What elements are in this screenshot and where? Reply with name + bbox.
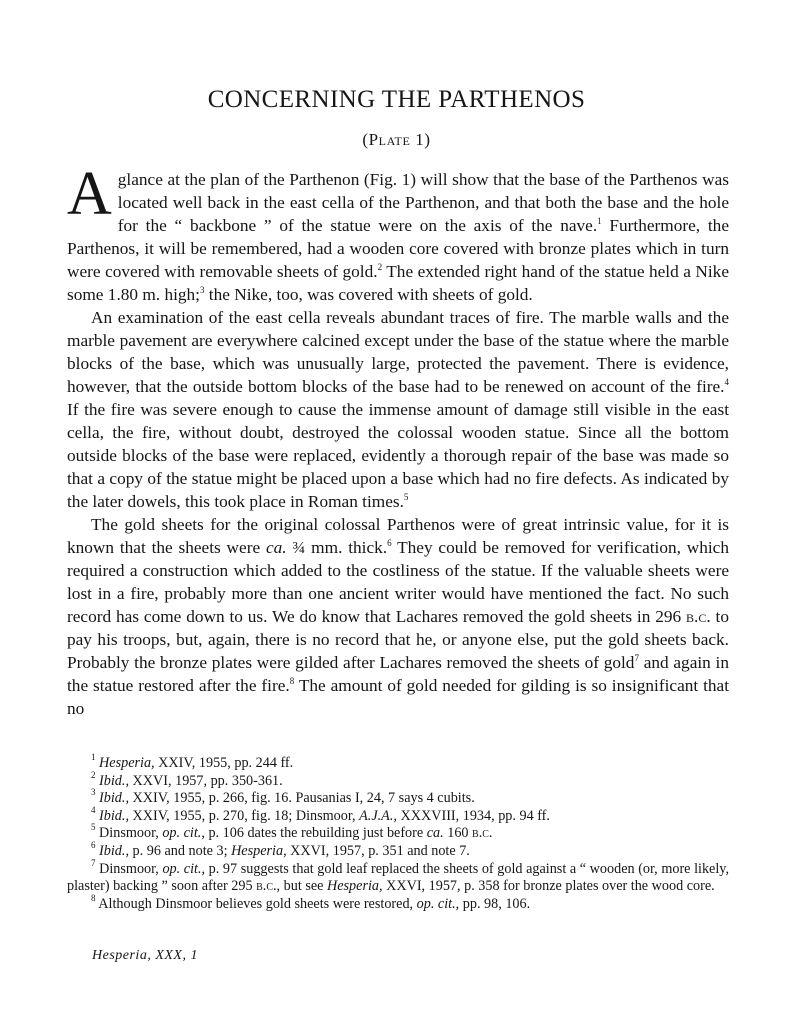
paragraph-3 <box>67 513 729 720</box>
plate-open-paren: ( <box>362 130 369 149</box>
footnote-4 <box>67 804 729 826</box>
text-span: but see <box>280 878 327 895</box>
text-span: Dinsmoor, <box>99 860 163 877</box>
italic-text: ca. <box>426 825 444 842</box>
text-span: The extended right hand of the statue held a Nike some 1.80 m. high; <box>67 262 729 304</box>
plate-number: 1) <box>410 130 431 149</box>
italic-text: A.J.A., <box>359 807 397 824</box>
text-span: If the fire was severe enough to cause the immense amount of damage still visible in the east cella, the fire, without doubt, destroyed the colossal wooden statue. Since all the bottom outside blocks of the base were replaced, evidently a thorough repair of the base was made so that a copy of the statue might be placed upon a base which had no fire defects. As indicated by the later dowels, this took place in Roman times. <box>67 400 729 511</box>
footnote-number: 3 <box>91 787 96 798</box>
italic-text: Hesperia, <box>99 755 155 771</box>
footnotes <box>67 752 730 913</box>
page-title: CONCERNING THE PARTHENOS <box>207 86 586 113</box>
italic-text: Ibid., <box>99 842 129 859</box>
italic-text: Ibid., <box>99 790 129 807</box>
plate-reference <box>0 130 793 150</box>
text-span: XXVI, 1957, pp. 350-361. <box>129 772 283 789</box>
footnote-ref-5: 5 <box>403 492 409 502</box>
italic-abbrev: ca. <box>265 538 287 557</box>
text-span: Furthermore, the Parthenos, it will be remembered, had a wooden core covered with bronze plates which in turn were covered with removable sheets of gold. <box>67 216 729 281</box>
footnote-ref-8: 8 <box>289 676 295 686</box>
text-span: The gold sheets for the original colossal Parthenos were of great intrinsic value, for it is known that the sheets were <box>67 515 729 557</box>
text-span: An examination of the east cella reveals abundant traces of fire. The marble walls and the marble pavement are everywhere calcined except under the base of the statue where the marble blocks of the base, which was unusually large, protected the pavement. There is evidence, however, that the outside bottom blocks of the base had to be renewed on account of the fire. <box>67 308 729 396</box>
footnote-1 <box>67 752 729 773</box>
text-span: XXXVIII, 1934, pp. 94 ff. <box>396 807 550 824</box>
text-span: The amount of gold needed for gilding is so insignificant that no <box>67 676 730 718</box>
text-span: XXIV, 1955, pp. 244 ff. <box>154 755 294 771</box>
era-abbrev: b.c., <box>256 878 281 895</box>
footnote-number: 7 <box>91 857 96 868</box>
drop-cap: A <box>67 160 112 228</box>
footnote-6 <box>67 839 729 861</box>
footnote-8 <box>67 892 729 914</box>
paragraph-1 <box>67 160 729 306</box>
footnote-number: 2 <box>91 769 96 780</box>
footnote-number: 4 <box>91 804 96 815</box>
running-footer: Hesperia, XXX, 1 <box>92 948 198 963</box>
footnote-number: 8 <box>91 892 96 903</box>
text-span: XXIV, 1955, p. 266, fig. 16. Pausanias I, 24, 7 says 4 cubits. <box>129 790 475 807</box>
italic-text: Hesperia, <box>231 842 287 859</box>
paragraph-2 <box>67 306 729 513</box>
text-span: They could be removed for verification, which required a construction which added to the costliness of the statue. If the valuable sheets were lost in a fire, probably more than one ancient writer would have mentioned the fact. No such record has come down to us. We do know that Lachares removed the gold sheets in 296 <box>67 538 729 626</box>
text-span: ¾ mm. thick. <box>286 538 388 557</box>
text-span: p. 106 dates the rebuilding just before <box>204 825 427 842</box>
footnote-number: 1 <box>91 752 96 762</box>
footnote-number: 6 <box>91 839 96 850</box>
plate-word: Plate <box>368 130 411 149</box>
text-span: Dinsmoor, <box>99 825 163 842</box>
body-text <box>67 160 730 720</box>
italic-text: op. cit., <box>416 895 460 912</box>
era-abbrev: b.c. <box>472 825 493 842</box>
text-span: XXVI, 1957, p. 351 and note 7. <box>286 842 470 859</box>
era-abbrev: b.c. <box>686 607 711 626</box>
italic-text: op. cit., <box>162 860 206 877</box>
text-span: to pay his troops, but, again, there is no record that he, or anyone else, put the gold sheets back. Probably the bronze plates were gilded after Lachares removed the sheets of gold <box>67 607 729 672</box>
text-span: XXVI, 1957, p. 358 for bronze plates over the wood core. <box>382 878 715 895</box>
text-span: pp. 98, 106. <box>459 895 531 912</box>
footnote-5 <box>67 822 729 843</box>
text-span: and again in the statue restored after the fire. <box>67 653 729 695</box>
text-span: p. 96 and note 3; <box>129 842 232 859</box>
footnote-3 <box>67 787 729 808</box>
italic-text: Ibid., <box>99 807 129 824</box>
footnote-ref-3: 3 <box>199 285 205 295</box>
text-span: p. 97 suggests that gold leaf replaced the sheets of gold against a “ wooden (or, more likely, plaster) backing ” soon after 295 <box>67 860 730 895</box>
text-span: 160 <box>443 825 473 842</box>
italic-text: op. cit., <box>162 825 205 842</box>
italic-text: Ibid., <box>99 772 129 789</box>
footnote-ref-1: 1 <box>597 216 602 226</box>
text-span: XXIV, 1955, p. 270, fig. 18; Dinsmoor, <box>129 807 360 824</box>
footnote-number: 5 <box>91 822 96 833</box>
footnote-ref-7: 7 <box>634 653 639 663</box>
text-span: glance at the plan of the Parthenon (Fig. 1) will show that the base of the Parthenos was located well back in the east cella of the Parthenon, and that both the base and the hole for the “ backbone ” of the statue were on the axis of the nave. <box>117 170 729 235</box>
italic-text: Hesperia, <box>326 878 383 895</box>
footnote-ref-6: 6 <box>387 538 392 548</box>
footnote-7 <box>67 857 730 896</box>
text-span: Although Dinsmoor believes gold sheets were restored, <box>98 895 417 912</box>
footnote-ref-4: 4 <box>724 377 729 387</box>
footnote-ref-2: 2 <box>377 262 383 272</box>
text-span: the Nike, too, was covered with sheets of gold. <box>204 285 533 304</box>
footnote-2 <box>67 769 729 791</box>
